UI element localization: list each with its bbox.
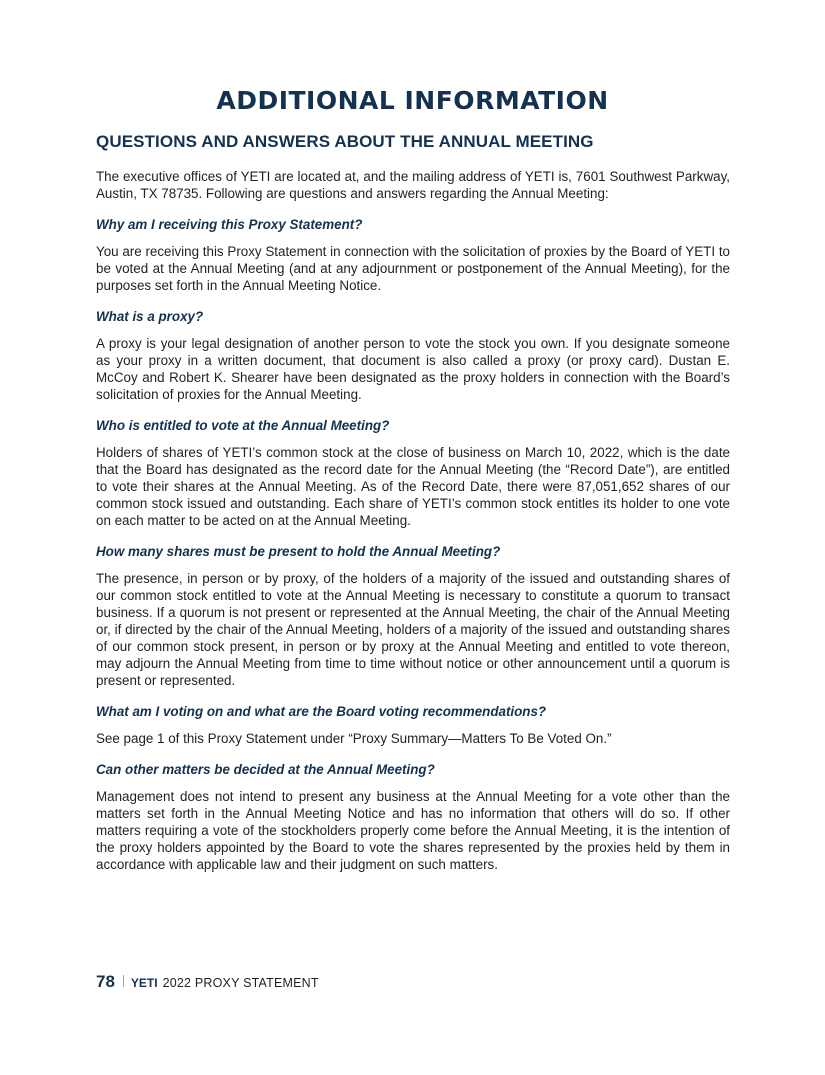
question-heading: What is a proxy? <box>96 309 204 324</box>
footer-document-title: 2022 PROXY STATEMENT <box>162 976 319 990</box>
question-heading: Why am I receiving this Proxy Statement? <box>96 217 363 232</box>
qa-item <box>96 761 730 873</box>
footer-divider <box>123 975 124 987</box>
qa-item <box>96 417 730 529</box>
question-heading: How many shares must be present to hold the Annual Meeting? <box>96 544 501 559</box>
answer-paragraph: Holders of shares of YETI’s common stock at the close of business on March 10, 2022, which is the date that the Board has designated as the record date for the Annual Meeting (the “Record Date”), are entitled to vote their shares at the Annual Meeting. As of the Record Date, there were 87,051,652 shares of our common stock issued and outstanding. Each share of YETI’s common stock entitles its holder to one vote on each matter to be acted on at the Annual Meeting. <box>96 445 730 528</box>
answer-paragraph: See page 1 of this Proxy Statement under “Proxy Summary—Matters To Be Voted On.” <box>96 731 612 746</box>
main-content <box>96 132 730 887</box>
intro-paragraph: The executive offices of YETI are located at, and the mailing address of YETI is, 7601 Southwest Parkway, Austin, TX 78735. Following are questions and answers regarding the Annual Meeting: <box>96 169 730 201</box>
qa-item <box>96 703 730 747</box>
section-heading: QUESTIONS AND ANSWERS ABOUT THE ANNUAL MEETING <box>96 132 594 151</box>
footer-brand: YETI <box>130 976 158 990</box>
answer-paragraph: The presence, in person or by proxy, of the holders of a majority of the issued and outstanding shares of our common stock entitled to vote at the Annual Meeting is necessary to constitute a quorum to transact business. If a quorum is not present or represented at the Annual Meeting, the chair of the Annual Meeting or, if directed by the chair of the Annual Meeting, holders of a majority of the issued and outstanding shares of our common stock present, in person or by proxy at the Annual Meeting and entitled to vote thereon, may adjourn the Annual Meeting from time to time without notice or other announcement until a quorum is present or represented. <box>96 571 730 688</box>
page-number: 78 <box>96 972 115 991</box>
page-title: ADDITIONAL INFORMATION <box>216 86 609 115</box>
qa-item <box>96 308 730 403</box>
question-heading: What am I voting on and what are the Board voting recommendations? <box>96 704 547 719</box>
qa-item <box>96 216 730 294</box>
question-heading: Who is entitled to vote at the Annual Meeting? <box>96 418 390 433</box>
answer-paragraph: Management does not intend to present any business at the Annual Meeting for a vote other than the matters set forth in the Annual Meeting Notice and has no information that others will do so. If other matters requiring a vote of the stockholders properly come before the Annual Meeting, it is the intention of the proxy holders appointed by the Board to vote the shares represented by the proxies held by them in accordance with applicable law and their judgment on such matters. <box>96 789 730 872</box>
answer-paragraph: A proxy is your legal designation of another person to vote the stock you own. If you designate someone as your proxy in a written document, that document is also called a proxy (or proxy card). Dustan E. McCoy and Robert K. Shearer have been designated as the proxy holders in connection with the Board’s solicitation of proxies for the Annual Meeting. <box>96 336 730 402</box>
answer-paragraph: You are receiving this Proxy Statement in connection with the solicitation of proxies by the Board of YETI to be voted at the Annual Meeting (and at any adjournment or postponement of the Annual Meeting), for the purposes set forth in the Annual Meeting Notice. <box>96 244 730 293</box>
page-footer <box>96 972 319 992</box>
question-heading: Can other matters be decided at the Annual Meeting? <box>96 762 435 777</box>
qa-item <box>96 543 730 689</box>
